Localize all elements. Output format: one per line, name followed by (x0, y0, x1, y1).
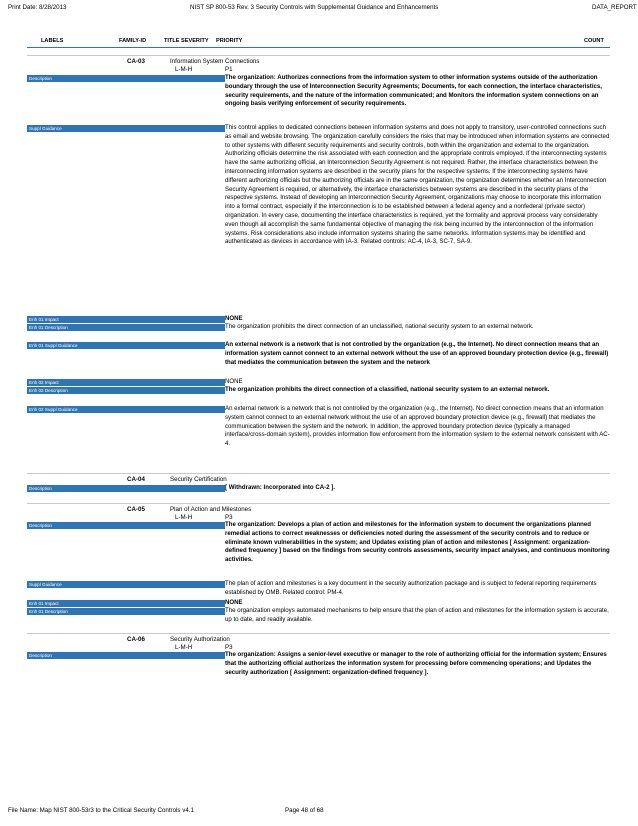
control-title: Plan of Action and Milestones (170, 506, 252, 513)
col-priority: PRIORITY (216, 38, 243, 44)
control-title: Information System Connections (170, 58, 260, 65)
row-text: NONE (225, 315, 243, 322)
footer-file-name: File Name: Map NIST 800-53r3 to the Critical Security Controls v4.1 (8, 807, 194, 814)
col-severity: SEVERITY (181, 38, 209, 44)
row-text: This control applies to dedicated connections between information systems and does not apply to transitory, user-controlled connections such as email and website browsing. The organization carefully considers the risks that may be introduced when information systems are connected to other systems with different security requirements and security controls, both within the organization and external to the organization. Authorizing officials determine the risk associated with each connection and the appropriate controls employed. If the interconnecting systems have the same authorizing official, an Interconnection Security Agreement is not required. Rather, the interface characteristics between the interconnecting information systems are described in the security plans for the respective systems. If the interconnecting systems have different authorizing officials but the authorizing officials are in the same organization, the organization determines whether an Interconnection Security Agreement is required, or alternatively, the interface characteristics between systems are described in the security plans of the respective systems. Instead of developing an Interconnection Security Agreement, organizations may choose to incorporate this information into a formal contract, especially if the interconnection is to be established between a federal agency and a nonfederal (private sector) organization. In every case, documenting the interface characteristics is required, yet the formality and approval process vary considerably even though all accomplish the same fundamental objective of managing the risk being incurred by the interconnection of the information systems. Risk considerations also include information systems sharing the same networks. Information systems may be identified and authenticated as devices in accordance with IA-3. Related controls: AC-4, IA-3, SC-7, SA-9. (225, 124, 610, 246)
column-header-bar (27, 36, 610, 48)
row-text: The plan of action and milestones is a key document in the security authorization package and is subject to federal reporting requirements established by OMB. Related control: PM-4. (225, 580, 597, 596)
row-text: An external network is a network that is not controlled by the organization (e.g., the Internet). No direct connection means that an information system cannot connect to an external network without the use of an approved boundary protection device (e.g., firewall) that mediates the communication between the system and the network (225, 341, 609, 366)
col-count: COUNT (584, 38, 604, 44)
col-labels: LABELS (41, 38, 64, 44)
row-label: Description (27, 75, 225, 82)
row-text: NONE (225, 599, 243, 606)
section-divider (27, 503, 610, 504)
row-text: The organization prohibits the direct connection of an unclassified, national security system to an external network. (225, 323, 534, 330)
row-text: The organization: Develops a plan of action and milestones for the information system to document the organizations planned remedial actions to correct weaknesses or deficiencies noted during the assessment of the security controls and to reduce or eliminate known vulnerabilities in the system; and Updates existing plan of action and milestones [ Assignment: organization-defined frequency ] based on the findings from security controls assessments, security impact analyses, and continuous monitoring activities. (225, 521, 610, 564)
col-family-id: FAMILY-ID (119, 38, 147, 44)
col-title: TITLE (164, 38, 180, 44)
row-text: [ Withdrawn: Incorporated into CA-2 ]. (225, 484, 335, 491)
row-label: Enh 02 Description (27, 387, 225, 394)
row-label: Description (27, 522, 225, 529)
row-label: Description (27, 652, 225, 659)
control-id: CA-06 (127, 636, 145, 643)
page-header (0, 4, 638, 16)
control-priority: P3 (225, 514, 233, 521)
control-title: Security Certification (170, 476, 227, 483)
row-label: Enh 02 Impact (27, 379, 225, 386)
footer-page-number: Page 48 of 68 (285, 807, 324, 814)
control-severity: L-M-H (175, 514, 193, 521)
row-label: Enh 01 Impact (27, 600, 225, 607)
row-text: The organization: Assigns a senior-level executive or manager to the role of authorizing official for the information system; Ensures that the authorizing official authorizes the information system for processing before commencing operations; and Updates the security authorization [ Assignment: organization-defined frequency ]. (225, 651, 607, 676)
control-id: CA-03 (127, 58, 145, 65)
row-label: Enh 01 Impact (27, 316, 225, 323)
row-label: Enh 01 Description (27, 324, 225, 331)
row-text: The organization: Authorizes connections from the information system to other information systems outside of the authorization boundary through the use of Interconnection Security Agreements; Documents, for each connection, the interface characteristics, security requirements, and the nature of the information communicated; and Monitors the information system connections on an ongoing basis verifying enforcement of security requirements. (225, 74, 602, 108)
row-label: Enh 01 Suppl Guidance (27, 342, 225, 349)
row-text: An external network is a network that is not controlled by the organization (e.g., the Internet). No direct connection means that an information system cannot connect to an external network without the use of an approved boundary protection device (e.g., firewall) that mediates the communication between the system and the network. In addition, the approved boundary protection device (typically a managed interface/cross-domain system), provides information flow enforcement from the information system to the external network consistent with AC-4. (225, 405, 610, 448)
control-priority: P3 (225, 644, 233, 651)
section-divider (27, 633, 610, 634)
control-severity: L-M-H (175, 644, 193, 651)
control-severity: L-M-H (175, 66, 193, 73)
section-divider (27, 55, 610, 56)
row-label: Suppl Guidance (27, 125, 225, 132)
report-type: DATA_REPORT (592, 4, 637, 11)
row-label: Description (27, 485, 225, 492)
control-id: CA-04 (127, 476, 145, 483)
section-divider (27, 473, 610, 474)
document-title: NIST SP 800-53 Rev. 3 Security Controls with Supplemental Guidance and Enhancements (190, 4, 439, 11)
print-date: Print Date: 8/28/2013 (8, 4, 67, 11)
row-text: The organization prohibits the direct connection of a classified, national security system to an external network. (225, 386, 550, 393)
row-text: NONE (225, 378, 243, 385)
row-label: Enh 02 Suppl Guidance (27, 406, 225, 413)
row-label: Enh 01 Description (27, 608, 225, 615)
control-title: Security Authorization (170, 636, 230, 643)
control-priority: P1 (225, 66, 233, 73)
row-text: The organization employs automated mechanisms to help ensure that the plan of action and milestones for the information system is accurate, up to date, and readily available. (225, 607, 609, 623)
row-label: Suppl Guidance (27, 581, 225, 588)
control-id: CA-05 (127, 506, 145, 513)
